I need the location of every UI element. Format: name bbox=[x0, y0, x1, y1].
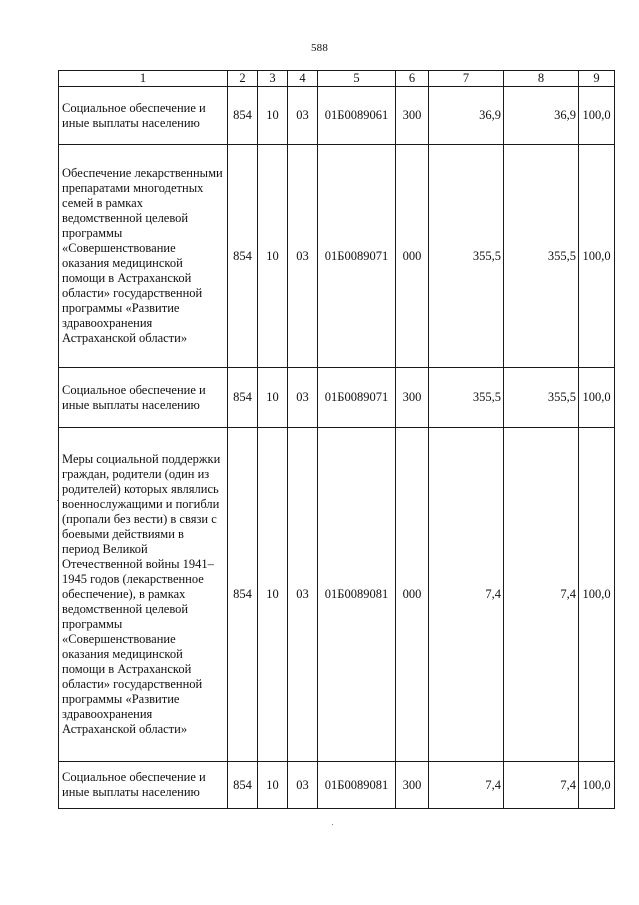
column-header: 5 bbox=[318, 71, 396, 87]
scan-speck bbox=[332, 824, 333, 825]
column-header: 7 bbox=[429, 71, 504, 87]
cell-section: 10 bbox=[258, 87, 288, 145]
cell-expense-type: 300 bbox=[396, 87, 429, 145]
cell-expense-type: 000 bbox=[396, 428, 429, 762]
cell-subsection: 03 bbox=[288, 368, 318, 428]
cell-planned: 7,4 bbox=[429, 762, 504, 809]
column-header: 9 bbox=[579, 71, 615, 87]
column-header: 8 bbox=[504, 71, 579, 87]
cell-planned: 355,5 bbox=[429, 368, 504, 428]
cell-section: 10 bbox=[258, 145, 288, 368]
cell-chapter: 854 bbox=[228, 428, 258, 762]
cell-chapter: 854 bbox=[228, 368, 258, 428]
table-row bbox=[59, 762, 615, 809]
cell-percent: 100,0 bbox=[579, 145, 615, 368]
cell-expense-type: 000 bbox=[396, 145, 429, 368]
cell-executed: 36,9 bbox=[504, 87, 579, 145]
cell-percent: 100,0 bbox=[579, 762, 615, 809]
row-description: Социальное обеспечение и иные выплаты населению bbox=[59, 87, 228, 145]
cell-target-article: 01Б0089071 bbox=[318, 145, 396, 368]
cell-chapter: 854 bbox=[228, 87, 258, 145]
cell-section: 10 bbox=[258, 762, 288, 809]
table-header-row bbox=[59, 71, 615, 87]
cell-subsection: 03 bbox=[288, 762, 318, 809]
cell-target-article: 01Б0089071 bbox=[318, 368, 396, 428]
cell-executed: 7,4 bbox=[504, 762, 579, 809]
cell-subsection: 03 bbox=[288, 428, 318, 762]
table-row bbox=[59, 145, 615, 368]
row-description: Меры социальной поддержки граждан, родители (один из родителей) которых являлись военнослужащими и погибли (пропали без вести) в связи с боевыми действиями в период Великой Отечественной войны 1941–1945 годов (лекарственное обеспечение), в рамках ведомственной целевой программы «Совершенствование оказания медицинской помощи в Астраханской области» государственной программы «Развитие здравоохранения Астраханской области» bbox=[59, 428, 228, 762]
row-description: Социальное обеспечение и иные выплаты населению bbox=[59, 368, 228, 428]
scan-speck bbox=[57, 500, 58, 501]
cell-executed: 7,4 bbox=[504, 428, 579, 762]
cell-section: 10 bbox=[258, 368, 288, 428]
cell-target-article: 01Б0089081 bbox=[318, 762, 396, 809]
column-header: 4 bbox=[288, 71, 318, 87]
cell-chapter: 854 bbox=[228, 762, 258, 809]
cell-expense-type: 300 bbox=[396, 368, 429, 428]
cell-chapter: 854 bbox=[228, 145, 258, 368]
column-header: 1 bbox=[59, 71, 228, 87]
cell-expense-type: 300 bbox=[396, 762, 429, 809]
cell-planned: 36,9 bbox=[429, 87, 504, 145]
row-description: Обеспечение лекарственными препаратами многодетных семей в рамках ведомственной целевой программы «Совершенствование оказания медицинской помощи в Астраханской области» государственной программы «Развитие здравоохранения Астраханской области» bbox=[59, 145, 228, 368]
column-header: 3 bbox=[258, 71, 288, 87]
cell-executed: 355,5 bbox=[504, 368, 579, 428]
table-row bbox=[59, 87, 615, 145]
table-row bbox=[59, 368, 615, 428]
row-description: Социальное обеспечение и иные выплаты населению bbox=[59, 762, 228, 809]
column-header: 6 bbox=[396, 71, 429, 87]
cell-subsection: 03 bbox=[288, 87, 318, 145]
cell-executed: 355,5 bbox=[504, 145, 579, 368]
budget-table bbox=[58, 70, 615, 809]
table-row bbox=[59, 428, 615, 762]
cell-percent: 100,0 bbox=[579, 428, 615, 762]
cell-section: 10 bbox=[258, 428, 288, 762]
cell-target-article: 01Б0089061 bbox=[318, 87, 396, 145]
column-header: 2 bbox=[228, 71, 258, 87]
cell-planned: 7,4 bbox=[429, 428, 504, 762]
page-number: 588 bbox=[310, 42, 329, 54]
cell-subsection: 03 bbox=[288, 145, 318, 368]
cell-percent: 100,0 bbox=[579, 368, 615, 428]
cell-target-article: 01Б0089081 bbox=[318, 428, 396, 762]
cell-planned: 355,5 bbox=[429, 145, 504, 368]
cell-percent: 100,0 bbox=[579, 87, 615, 145]
